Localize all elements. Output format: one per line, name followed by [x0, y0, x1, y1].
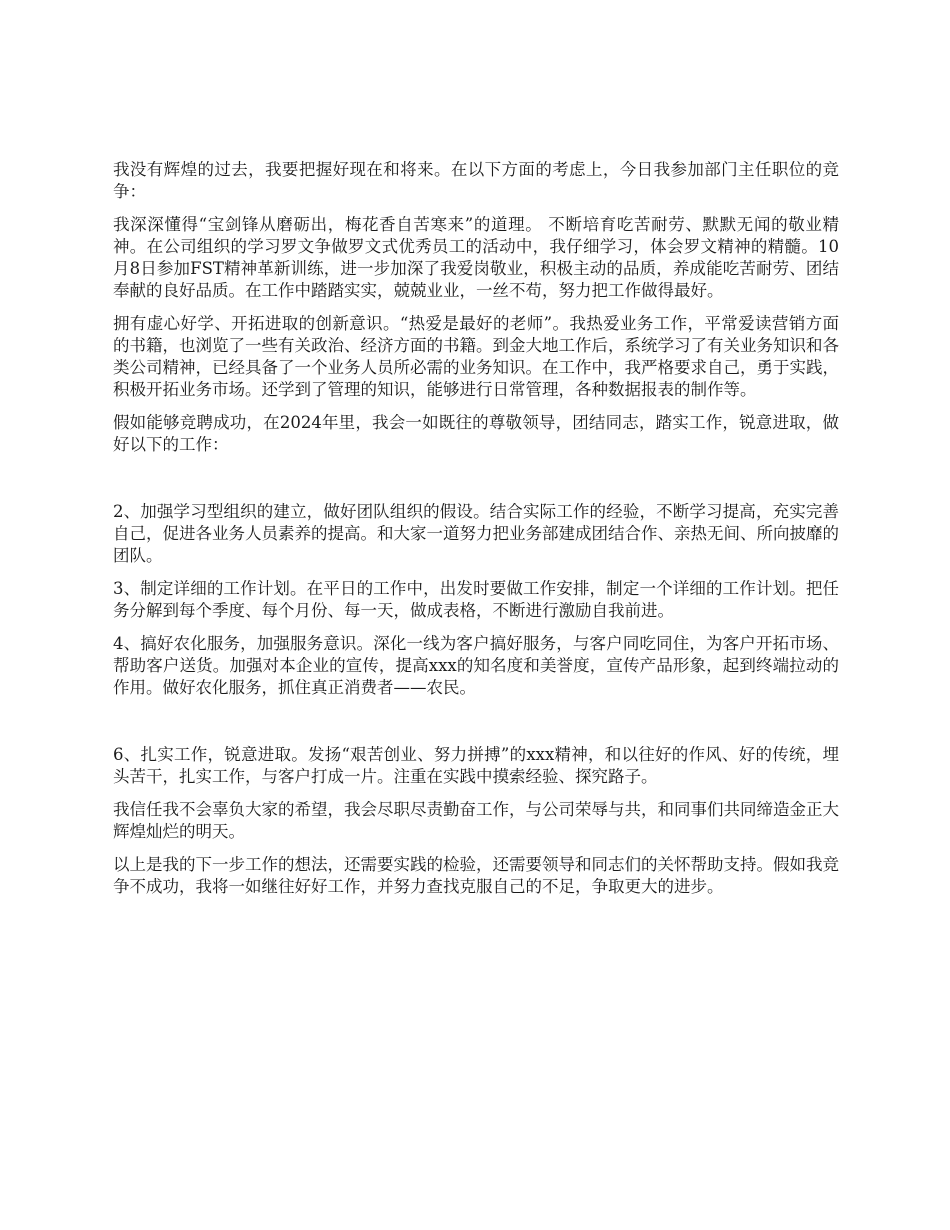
paragraph-plan-intro: 假如能够竞聘成功，在2024年里，我会一如既往的尊敬领导，团结同志，踏实工作，锐意进取，做好以下的工作：: [113, 413, 839, 454]
paragraph-dedication: 我深深懂得“宝剑锋从磨砺出，梅花香自苦寒来”的道理。 不断培育吃苦耐劳、默默无闻的敬业精神。在公司组织的学习罗文争做罗文式优秀员工的活动中，我仔细学习，体会罗文精神的精髓。10月8日参加FST精神革新训练，进一步加深了我爱岗敬业，积极主动的品质，养成能吃苦耐劳、团结奉献的良好品质。在工作中踏踏实实，兢兢业业，一丝不苟，努力把工作做得最好。: [113, 215, 839, 300]
document-body: [113, 159, 839, 909]
paragraph-innovation: 拥有虚心好学、开拓进取的创新意识。“热爱是最好的老师”。我热爱业务工作，平常爱读营销方面的书籍，也浏览了一些有关政治、经济方面的书籍。到金大地工作后，系统学习了有关业务知识和各类公司精神，已经具备了一个业务人员所必需的业务知识。在工作中，我严格要求自己，勇于实践，积极开拓业务市场。还学到了管理的知识，能够进行日常管理，各种数据报表的制作等。: [113, 314, 839, 399]
paragraph-gap: [113, 467, 839, 501]
paragraph-item-4: 4、搞好农化服务，加强服务意识。深化一线为客户搞好服务，与客户同吃同住，为客户开拓市场、帮助客户送货。加强对本企业的宣传，提高xxx的知名度和美誉度，宣传产品形象，起到终端拉动的作用。做好农化服务，抓住真正消费者——农民。: [113, 634, 839, 697]
paragraph-item-3: 3、制定详细的工作计划。在平日的工作中，出发时要做工作安排，制定一个详细的工作计划。把任务分解到每个季度、每个月份、每一天，做成表格，不断进行激励自我前进。: [113, 579, 839, 620]
paragraph-intro: 我没有辉煌的过去，我要把握好现在和将来。在以下方面的考虑上，今日我参加部门主任职位的竞争：: [113, 160, 839, 201]
paragraph-item-2: 2、加强学习型组织的建立，做好团队组织的假设。结合实际工作的经验，不断学习提高，充实完善自己，促进各业务人员素养的提高。和大家一道努力把业务部建成团结合作、亲热无间、所向披靡的团队。: [113, 502, 839, 565]
paragraph-closing: 以上是我的下一步工作的想法，还需要实践的检验，还需要领导和同志们的关怀帮助支持。假如我竞争不成功，我将一如继往好好工作，并努力查找克服自己的不足，争取更大的进步。: [113, 855, 839, 896]
paragraph-item-6: 6、扎实工作，锐意进取。发扬“艰苦创业、努力拼搏”的xxx精神，和以往好的作风、好的传统，埋头苦干，扎实工作，与客户打成一片。注重在实践中摸索经验、探究路子。: [113, 745, 839, 786]
paragraph-trust: 我信任我不会辜负大家的希望，我会尽职尽责勤奋工作，与公司荣辱与共，和同事们共同缔造金正大辉煌灿烂的明天。: [113, 800, 839, 841]
paragraph-gap: [113, 710, 839, 744]
